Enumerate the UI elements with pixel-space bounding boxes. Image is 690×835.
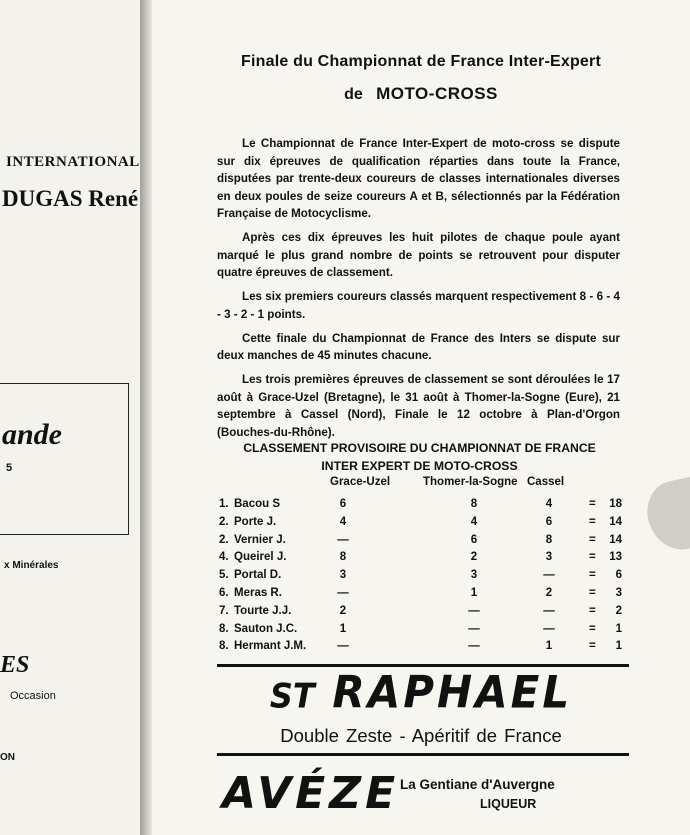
paragraph: Le Championnat de France Inter-Expert de moto-cross se dispute sur dix épreuves de qualification réparties dans toute la France, disputées par trente-deux coureurs de classes internationales diverses en deux poules de seize coureurs A et B, sélectionnés par la Fédération Française de Motocyclisme. (217, 137, 620, 220)
subtitle-prefix: de (344, 86, 363, 103)
cell-name: Sauton J.C. (234, 622, 298, 635)
cell-v2: 3 (470, 569, 478, 582)
cell-name: Portal D. (234, 569, 282, 582)
classement-subtitle: INTER EXPERT DE MOTO-CROSS (321, 459, 518, 473)
cell-eq: = (589, 587, 596, 599)
cell-name: Porte J. (234, 515, 277, 528)
main-page (152, 0, 690, 835)
cell-eq: = (589, 515, 596, 528)
cell-total: 14 (609, 515, 622, 528)
cell-rank: 7. (219, 604, 229, 617)
cell-total: 2 (615, 604, 622, 617)
aveze-logo: AVÉZE (222, 768, 400, 819)
cell-total: 3 (615, 587, 622, 599)
cell-total: 14 (609, 533, 622, 546)
table-row (152, 587, 690, 605)
cell-v2: 2 (470, 551, 478, 564)
article-body (217, 135, 620, 448)
cell-v1: 6 (339, 498, 347, 510)
cell-name: Queirel J. (234, 551, 287, 564)
cell-v3: 2 (545, 587, 553, 599)
left-international: INTERNATIONAL (6, 154, 140, 170)
cell-v2: 8 (470, 498, 478, 510)
cell-v2: — (468, 604, 480, 617)
cell-v1: — (337, 640, 349, 653)
table-row (152, 551, 690, 569)
cell-total: 1 (615, 622, 622, 635)
cell-v2: 4 (470, 515, 478, 528)
table-row (152, 516, 690, 534)
cell-rank: 8. (219, 622, 229, 635)
left-ande: ande (2, 418, 62, 451)
left-dugas: DUGAS René (2, 186, 139, 211)
page-gutter (140, 0, 152, 835)
left-ad-box (0, 383, 129, 535)
paragraph: Après ces dix épreuves les huit pilotes de chaque poule ayant marqué le plus grand nombre de points se retrouvent pour disputer quatre épreuves de classement. (217, 231, 620, 279)
aveze-liqueur: LIQUEUR (480, 797, 537, 811)
left-five: 5 (6, 462, 13, 474)
cell-v1: 1 (339, 622, 347, 635)
cell-eq: = (589, 533, 596, 546)
cell-total: 6 (615, 569, 622, 582)
cell-eq: = (589, 569, 596, 582)
cell-v2: — (468, 622, 480, 635)
cell-rank: 2. (219, 515, 229, 528)
left-es: ES (0, 652, 30, 678)
cell-name: Tourte J.J. (234, 604, 292, 617)
paragraph: Cette finale du Championnat de France des Inters se dispute sur deux manches de 45 minutes chacune. (217, 331, 620, 362)
cell-v3: 3 (545, 551, 553, 564)
paragraph: Les trois premières épreuves de classement se sont déroulées le 17 août à Grace-Uzel (Bretagne), le 31 août à Thomer-la-Sogne (Eure), 21 septembre à Cassel (Nord), Finale le 12 octobre à Plan-d'Orgon (Bouches-du-Rhône). (217, 373, 620, 439)
cell-v2: — (468, 640, 480, 653)
cell-v1: 4 (339, 515, 347, 528)
table-row (152, 605, 690, 623)
cell-eq: = (589, 622, 596, 635)
cell-name: Hermant J.M. (234, 640, 307, 653)
cell-v2: 1 (470, 587, 478, 599)
cell-eq: = (589, 604, 596, 617)
cell-v3: — (543, 622, 555, 635)
aveze-tagline: La Gentiane d'Auvergne (400, 777, 555, 792)
cell-rank: 8. (219, 640, 229, 653)
cell-v3: 8 (545, 533, 553, 546)
cell-total: 18 (609, 498, 622, 510)
subtitle-main: MOTO-CROSS (376, 84, 498, 103)
cell-v3: — (543, 569, 555, 582)
cell-rank: 1. (219, 498, 229, 510)
cell-v2: 6 (470, 533, 478, 546)
cell-total: 13 (609, 551, 622, 564)
st-raphael-main: RAPHAEL (332, 666, 573, 719)
left-page (0, 0, 141, 835)
classement-title: CLASSEMENT PROVISOIRE DU CHAMPIONNAT DE FRANCE (243, 441, 596, 455)
article-title: Finale du Championnat de France Inter-Expert (241, 53, 601, 70)
table-row (152, 623, 690, 641)
paragraph: Les six premiers coureurs classés marquent respectivement 8 - 6 - 4 - 3 - 2 - 1 points. (217, 290, 620, 321)
column-header-grace-uzel: Grace-Uzel (330, 476, 391, 488)
left-occasion: Occasion (10, 690, 56, 702)
column-header-thomer: Thomer-la-Sogne (423, 476, 518, 488)
cell-v1: 8 (339, 551, 347, 564)
st-raphael-logo (152, 667, 690, 718)
cell-v3: 1 (545, 640, 553, 653)
article-subtitle (152, 84, 690, 104)
cell-total: 1 (615, 640, 622, 653)
table-row (152, 640, 690, 658)
cell-eq: = (589, 640, 596, 653)
cell-rank: 6. (219, 587, 229, 599)
cell-name: Bacou S (234, 498, 281, 510)
ad-rule-bottom (217, 753, 629, 756)
st-raphael-tagline: Double Zeste - Apéritif de France (280, 725, 562, 746)
cell-eq: = (589, 498, 596, 510)
left-on: ON (0, 752, 15, 763)
cell-rank: 4. (219, 551, 229, 564)
cell-eq: = (589, 551, 596, 564)
cell-v3: 4 (545, 498, 553, 510)
left-minerales: x Minérales (4, 560, 59, 571)
cell-name: Meras R. (234, 587, 282, 599)
table-row (152, 534, 690, 552)
column-header-cassel: Cassel (527, 476, 565, 488)
table-row (152, 498, 690, 516)
cell-v1: — (337, 533, 349, 546)
cell-v1: — (337, 587, 349, 599)
cell-v3: 6 (545, 515, 553, 528)
cell-v1: 3 (339, 569, 347, 582)
st-raphael-st: ST (269, 676, 315, 717)
cell-name: Vernier J. (234, 533, 286, 546)
cell-rank: 5. (219, 569, 229, 582)
cell-v1: 2 (339, 604, 347, 617)
cell-v3: — (543, 604, 555, 617)
cell-rank: 2. (219, 533, 229, 546)
table-row (152, 569, 690, 587)
